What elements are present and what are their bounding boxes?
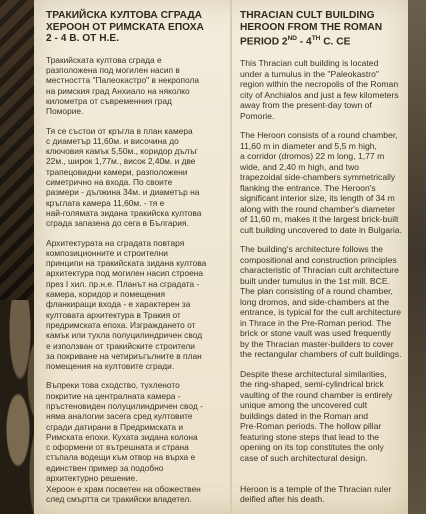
english-heading bbox=[240, 10, 402, 48]
bulgarian-column bbox=[46, 10, 224, 492]
bulgarian-heading: ТРАКИЙСКА КУЛТОВА СГРАДА ХЕРООН ОТ РИМСКАТА ЕПОХА 2 - 4 В. ОТ Н.Е. bbox=[46, 10, 204, 45]
wall-edge-right bbox=[408, 0, 426, 514]
english-heading-line-1: THRACIAN CULT BUILDING bbox=[240, 10, 375, 21]
column-divider bbox=[230, 0, 232, 514]
english-paragraph-1: This Thracian cult building is located under a tumulus in the "Paleokastro" region within the necropolis of the Roman city of Anchialos and just a few kilometers away from the present-day town of Pomorie. bbox=[240, 58, 399, 121]
english-heading-line-2: HEROON FROM THE ROMAN bbox=[240, 21, 383, 33]
english-heading-sup-th: TH bbox=[311, 35, 321, 43]
english-paragraph-4: Despite these architectural similarities, the ring-shaped, semi-cylindrical brick vaulting of the round chamber is entirely unique among the uncovered cult buildings dated in the Roman and Pre-Roman periods. The hollow pillar featuring stone steps that lead to the opening on its top constitutes the only case of such architectural design. bbox=[240, 368, 393, 463]
bulgarian-paragraph-4: Въпреки това сходство, тухленото покритие на централната камера - пръстеновиден полуцилиндричен свод - няма аналогии засега сред култовите сгради датирани в Предримската и Римската епохи. Кухата зидана колона с оформени от вътрешната и страна стъпала водещи към отвор на върха е единствен пример за подобно архитектурно решение. bbox=[46, 380, 203, 484]
information-plaque bbox=[34, 0, 408, 514]
english-heading-era: C. CE bbox=[320, 36, 351, 48]
english-heading-dash: - 4 bbox=[296, 36, 312, 48]
english-column bbox=[240, 10, 402, 472]
english-footer-note: Heroon is a temple of the Thracian ruler deified after his death. bbox=[240, 484, 392, 505]
bulgarian-footer-note: Хероон е храм посветен на обожествен след смъртта си тракийски владетел. bbox=[46, 484, 201, 505]
english-heading-sup-nd: ND bbox=[287, 35, 297, 43]
english-heading-period: PERIOD 2 bbox=[240, 36, 288, 48]
english-paragraph-2: The Heroon consists of a round chamber, 11,60 m in diameter and 5,5 m high, a corridor (dromos) 22 m long, 1,77 m wide, and 2,40 m high, and two trapezoidal side-chambers symmetrically flanking the entrance. The Heroon's significant interior size, its length of 34 m along with the round chamber's diameter of 11,60 m, makes it the largest brick-built cult building uncovered to date in Bulgaria. bbox=[240, 130, 402, 235]
bulgarian-paragraph-3: Архитектурата на сградата повтаря композиционните и строителни принципи на тракийската зидана култова архитектура под могилен насип строена през I хил. пр.н.е. Планът на сградата - камера, коридор и помещения фланкиращи входа - е характерен за култовата архитектура в Тракия от предримската епоха. Изграждането от камък или тухла полуцилиндричен свод е използван от тракийските строители за покриване на четириъгълните в план помещения на култовите сгради. bbox=[46, 237, 207, 372]
bulgarian-paragraph-1: Тракийската култова сграда е разположена под могилен насип в местността "Палеокастро" в некропола на римския град Анхиало на няколко километра от съвременния град Поморие. bbox=[46, 54, 200, 117]
bulgarian-paragraph-2: Тя се състои от кръгла в план камера с диаметър 11,60м. и височина до ключовия камък 5,50м., коридор дълъг 22м., широк 1,77м., висок 2,40м. и две трапецовидни камери, разположени симетрично на входа. По своите размери - дължина 34м. и диаметър на кръглата камера 11,60м. - тя е най-голямата зидана тракийска култова сграда запазена до сега в България. bbox=[46, 125, 202, 229]
english-paragraph-3: The building's architecture follows the compositional and construction principles characteristic of Thracian cult architecture built under tumulus in the 1st mill. BCE. The plan consisting of a round chamber, long dromos, and side-chambers at the entrance, is typical for the cult architecture in Thrace in the Pre-Roman period. The brick or stone vault was used frequently by the Thracian master-builders to cover the rectangular chambers of cult buildings. bbox=[240, 244, 402, 360]
